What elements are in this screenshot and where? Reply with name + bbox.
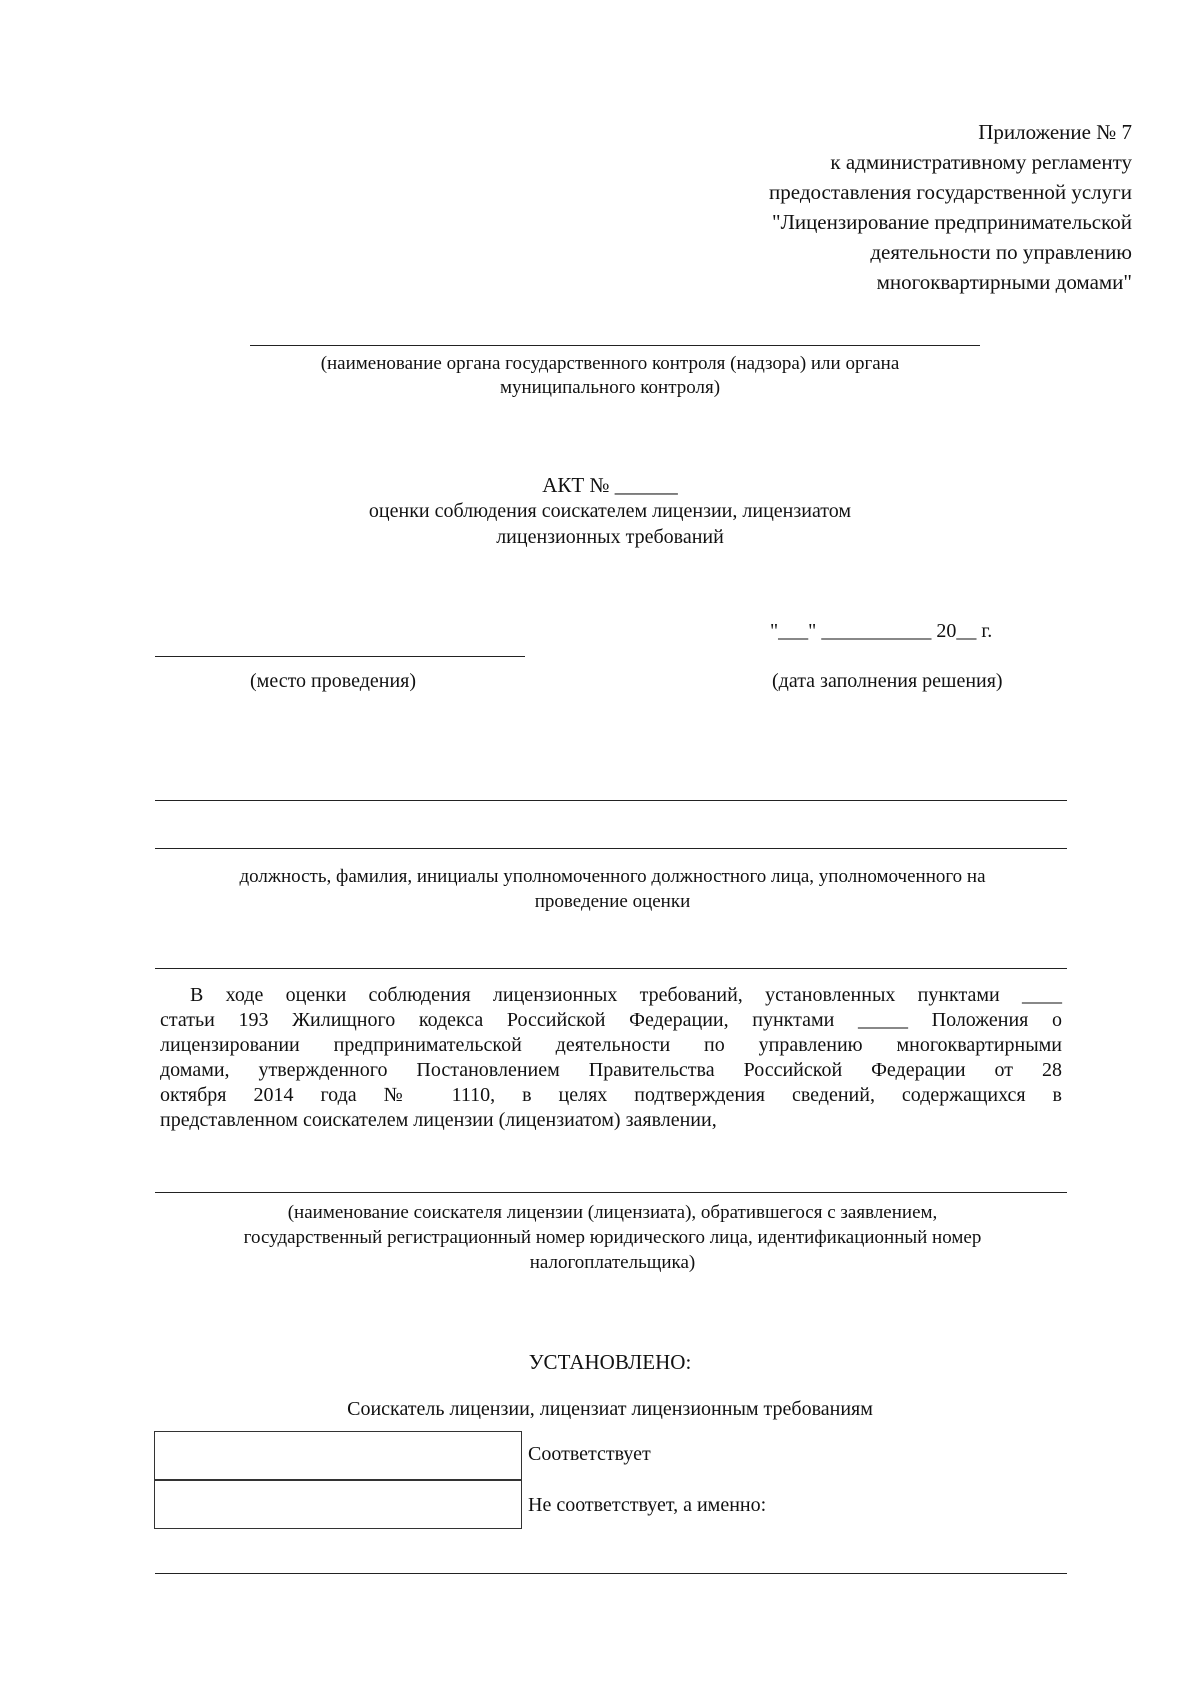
established-subheading: Соискатель лицензии, лицензиат лицензионным требованиям [347, 1398, 873, 1420]
official-fill-line-1[interactable] [155, 800, 1067, 801]
official-caption [150, 864, 1075, 914]
applicant-fill-line[interactable] [155, 1192, 1067, 1193]
appendix-header [769, 117, 1132, 297]
not-complies-label: Не соответствует, а именно: [528, 1494, 767, 1516]
complies-label: Соответствует [528, 1443, 651, 1465]
body-line-1: В ходе оценки соблюдения лицензионных требований, установленных пунктами ____ [190, 984, 1062, 1006]
authority-caption-line-2: муниципального контроля) [499, 377, 721, 398]
header-line-2: к административному регламенту [830, 150, 1132, 174]
header-line-3: предоставления государственной услуги [769, 180, 1132, 204]
official-caption-line-1: должность, фамилия, инициалы уполномоченного должностного лица, уполномоченного на [239, 866, 986, 887]
date-template[interactable]: "___" ___________ 20__ г. [770, 620, 993, 642]
official-fill-line-3[interactable] [155, 968, 1067, 969]
act-title: АКТ № ______ [542, 473, 678, 497]
not-complies-checkbox[interactable] [154, 1479, 522, 1529]
body-line-6: представленном соискателем лицензии (лицензиатом) заявлении, [160, 1109, 717, 1131]
details-fill-line[interactable] [155, 1573, 1067, 1574]
header-line-4: "Лицензирование предпринимательской [772, 210, 1132, 234]
header-line-6: многоквартирными домами" [876, 270, 1132, 294]
authority-caption-line-1: (наименование органа государственного контроля (надзора) или органа [320, 353, 900, 374]
body-line-5: октября 2014 года № 1110, в целях подтверждения сведений, содержащихся в [160, 1084, 1062, 1106]
applicant-caption-line-3: налогоплательщика) [529, 1252, 696, 1273]
place-fill-line[interactable] [155, 656, 525, 657]
authority-fill-line[interactable] [250, 345, 980, 346]
place-caption: (место проведения) [250, 670, 417, 692]
header-line-5: деятельности по управлению [870, 240, 1132, 264]
act-title-block [150, 472, 1070, 550]
complies-checkbox[interactable] [154, 1431, 522, 1481]
header-line-1: Приложение № 7 [978, 120, 1132, 144]
body-line-2: статьи 193 Жилищного кодекса Российской Федерации, пунктами _____ Положения о [160, 1009, 1062, 1031]
body-line-4: домами, утвержденного Постановлением Правительства Российской Федерации от 28 [160, 1059, 1062, 1081]
authority-caption [150, 352, 1070, 400]
act-subtitle-line-1: оценки соблюдения соискателем лицензии, лицензиатом [368, 500, 852, 522]
applicant-caption-line-1: (наименование соискателя лицензии (лицензиата), обратившегося с заявлением, [287, 1202, 938, 1223]
body-line-3: лицензировании предпринимательской деятельности по управлению многоквартирными [160, 1034, 1062, 1056]
date-caption: (дата заполнения решения) [772, 670, 1003, 692]
official-caption-line-2: проведение оценки [534, 891, 691, 912]
applicant-caption-line-2: государственный регистрационный номер юридического лица, идентификационный номер [243, 1227, 982, 1248]
act-subtitle-line-2: лицензионных требований [496, 526, 724, 548]
established-heading: УСТАНОВЛЕНО: [528, 1350, 692, 1374]
official-fill-line-2[interactable] [155, 848, 1067, 849]
applicant-caption [150, 1200, 1075, 1275]
body-paragraph [160, 983, 1062, 1133]
